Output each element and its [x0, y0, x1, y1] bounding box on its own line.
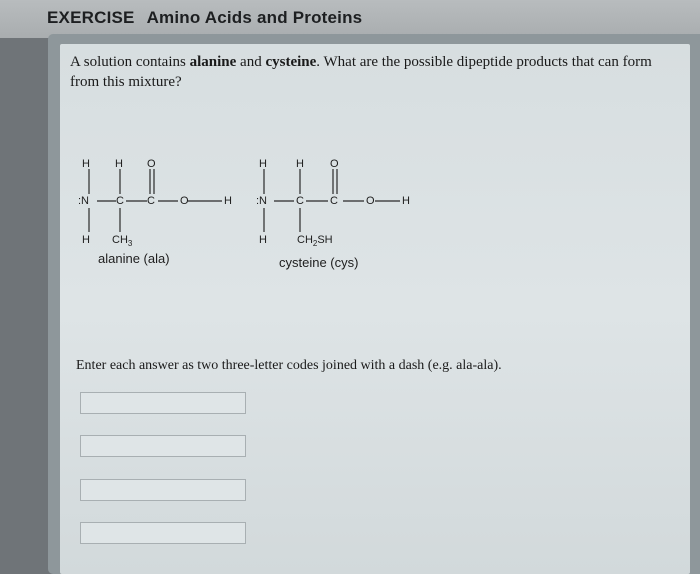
alanine-atom-h-top-n: H — [82, 158, 90, 170]
cysteine-atom-h-hydroxyl: H — [402, 195, 410, 207]
alanine-atom-h-top-c: H — [115, 158, 123, 170]
cysteine-atom-h-top-n: H — [259, 158, 267, 170]
cysteine-side-chain: $CH_2SH$ — [297, 234, 333, 249]
question-amino-acid-2: cysteine — [265, 54, 317, 70]
exercise-title-topic: Amino Acids and Proteins — [146, 8, 363, 27]
cysteine-atom-o-top: O — [330, 158, 339, 170]
question-part-1: A solution contains — [70, 54, 190, 70]
question-part-3: . What are the possible dipeptide products that can form from this mixture? — [70, 54, 652, 90]
answer-input-3[interactable] — [80, 479, 246, 501]
cysteine-atom-h-bottom-n: H — [259, 234, 267, 246]
cysteine-name: cysteine (cys) — [279, 255, 359, 270]
alanine-atom-c-carbonyl: C — [147, 195, 155, 207]
cysteine-atom-c-alpha: C — [296, 195, 304, 207]
alanine-atom-c-alpha: C — [116, 195, 124, 207]
alanine-atom-n: :N — [78, 195, 89, 207]
alanine-atom-h-hydroxyl: H — [224, 195, 232, 207]
alanine-side-chain: $CH_3$ — [112, 234, 133, 249]
cysteine-atom-h-top-c: H — [296, 158, 304, 170]
cysteine-atom-n: :N — [256, 195, 267, 207]
question-amino-acid-1: alanine — [189, 54, 237, 70]
answer-input-1[interactable] — [80, 392, 246, 414]
cysteine-atom-c-carbonyl: C — [330, 195, 338, 207]
answer-instructions: Enter each answer as two three-letter codes joined with a dash (e.g. ala-ala). — [76, 358, 502, 373]
answer-input-4[interactable] — [80, 522, 246, 544]
alanine-atom-o-top: O — [147, 158, 156, 170]
cysteine-atom-o-hydroxyl: O — [366, 195, 375, 207]
alanine-atom-o-hydroxyl: O — [180, 195, 189, 207]
exercise-title-label: EXERCISE — [47, 8, 135, 27]
question-part-2: and — [236, 54, 266, 70]
alanine-atom-h-bottom-n: H — [82, 234, 90, 246]
answer-input-2[interactable] — [80, 435, 246, 457]
alanine-name: alanine (ala) — [98, 251, 170, 266]
